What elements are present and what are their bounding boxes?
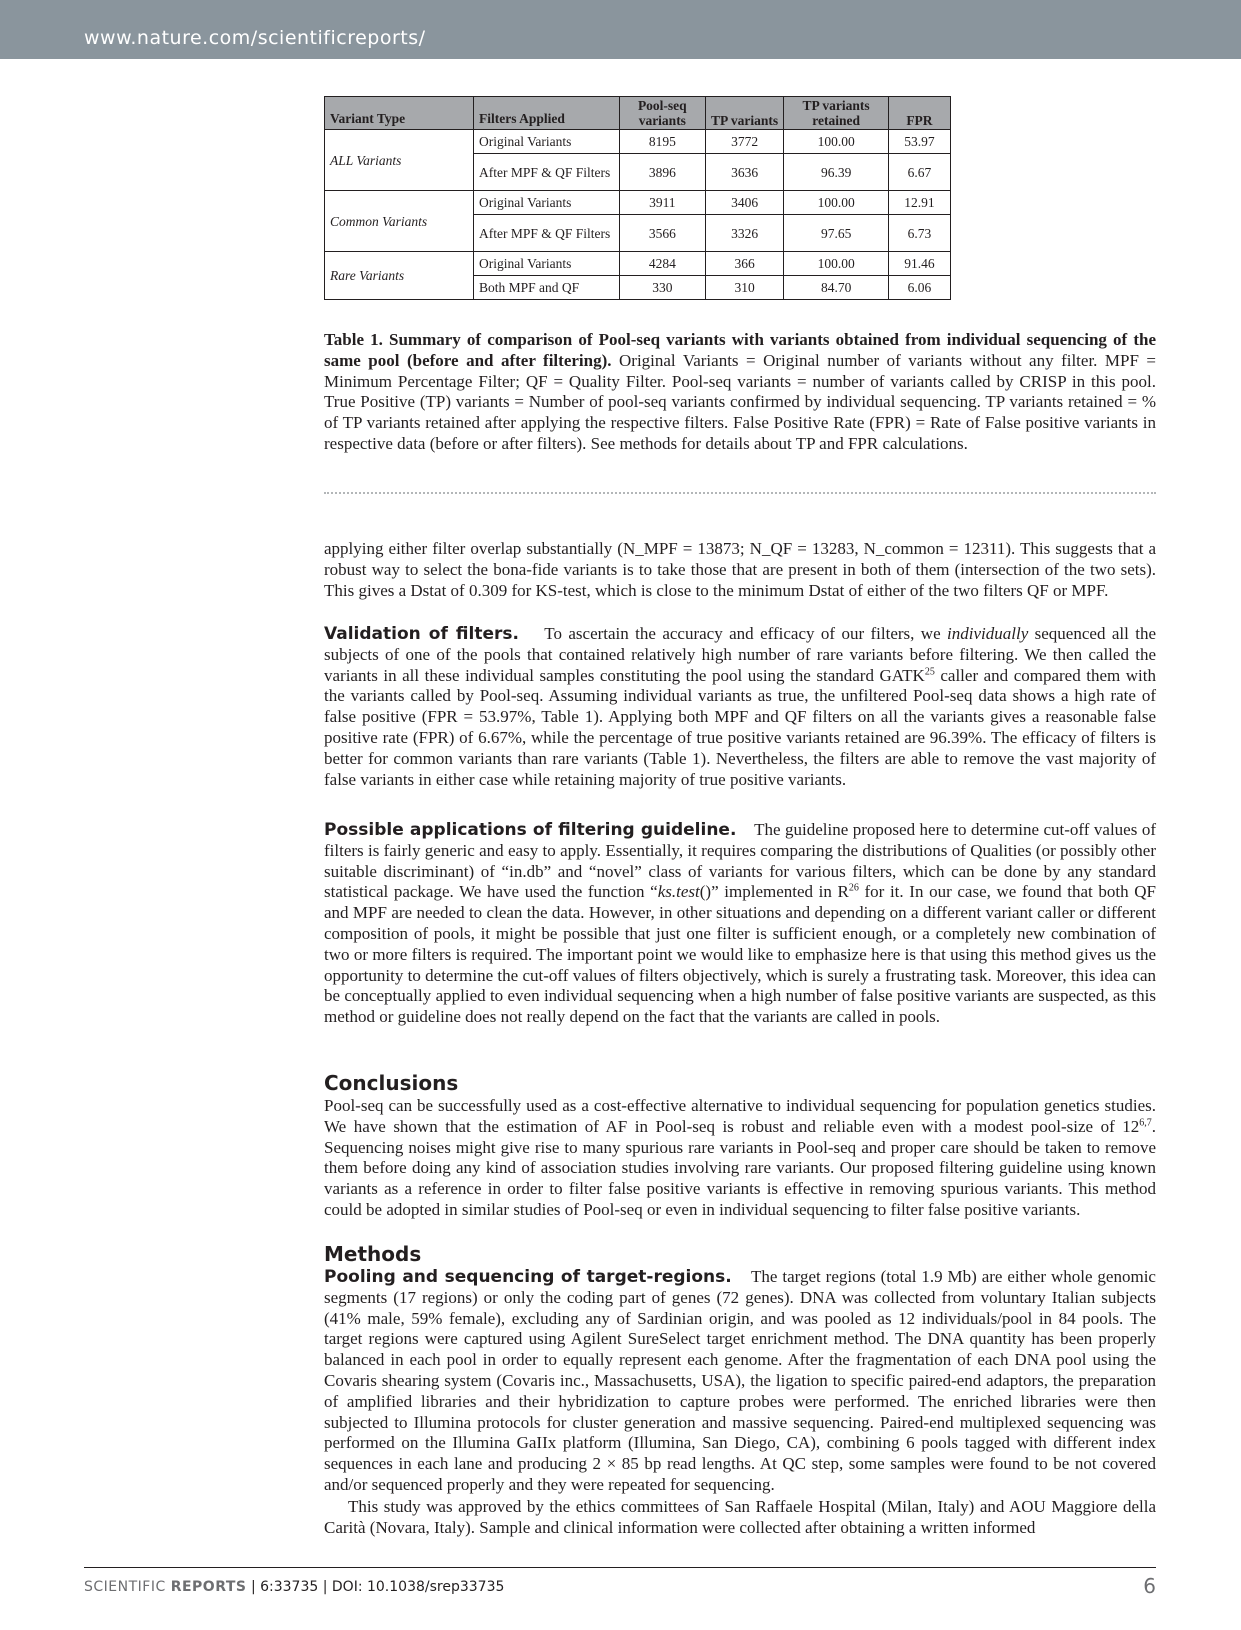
dotted-separator	[324, 492, 1156, 494]
value-cell: 366	[705, 252, 784, 276]
filter-cell: After MPF & QF Filters	[473, 154, 619, 191]
header-url: www.nature.com/scientificreports/	[84, 27, 426, 49]
results-table	[324, 96, 951, 300]
validation-text: sequenced all the subjects of one of the pools that contained relatively high number of rare variants before filtering. We then called the variants in all these individual samples constituting the pool using the standard GATK	[324, 624, 1156, 685]
conclusions-paragraph	[324, 1096, 1156, 1221]
reference-superscript: 6,7	[1139, 1117, 1152, 1129]
value-cell: 97.65	[784, 215, 889, 252]
caption-text: Original Variants = Original number of variants without any filter. MPF = Minimum Percentage Filter; QF = Quality Filter. Pool-seq variants = number of variants called by CRISP in this pool. True Positive (TP) variants = Number of pool-seq variants confirmed by individual sequencing. TP variants retained = % of TP variants retained after applying the respective filters. False Positive Rate (FPR) = Rate of False positive variants in respective data (before or after filters). See methods for details about TP and FPR calculations.	[324, 350, 1157, 453]
value-cell: 3896	[619, 154, 705, 191]
value-cell: 3772	[705, 130, 784, 154]
value-cell: 100.00	[784, 130, 889, 154]
journal-name-bold: REPORTS	[170, 1579, 247, 1595]
value-cell: 96.39	[784, 154, 889, 191]
value-cell: 6.06	[888, 276, 950, 300]
page-number: 6	[1143, 1574, 1156, 1598]
value-cell: 310	[705, 276, 784, 300]
value-cell: 6.73	[888, 215, 950, 252]
intro-paragraph: applying either filter overlap substantially (N_MPF = 13873; N_QF = 13283, N_common = 12311). This suggests that a robust way to select the bona-fide variants is to take those that are present in both of them (intersection of the two sets). This gives a Dstat of 0.309 for KS-test, which is close to the minimum Dstat of either of the two filters QF or MPF.	[324, 539, 1156, 600]
ethics-paragraph: This study was approved by the ethics committees of San Raffaele Hospital (Milan, Italy) and AOU Maggiore della Carità (Novara, Italy). Sample and clinical information were collected after obtaining a written informed	[324, 1497, 1156, 1537]
value-cell: 3326	[705, 215, 784, 252]
methods-heading: Methods	[324, 1242, 422, 1266]
value-cell: 3566	[619, 215, 705, 252]
table-row	[325, 130, 951, 154]
col-tp-retained: TP variants retained	[784, 97, 889, 130]
applications-emphasis: ks.test	[657, 882, 700, 902]
footer-rule	[84, 1567, 1156, 1568]
variant-type-cell: ALL Variants	[325, 130, 474, 191]
conclusions-text: . Sequencing noises might give rise to many spurious rare variants in Pool-seq and proper care should be taken to remove them before doing any kind of association studies involving rare variants. Our proposed filtering guideline using known variants as a reference in order to filter false positive variants is effective in removing spurious variants. This method could be adopted in similar studies of Pool-seq or even in individual sequencing to filter false positive variants.	[324, 1116, 1156, 1219]
table-row	[325, 191, 951, 215]
col-fpr: FPR	[888, 97, 950, 130]
variant-type-cell: Rare Variants	[325, 252, 474, 300]
table-caption	[324, 330, 1156, 455]
applications-paragraph	[324, 820, 1156, 1028]
filter-cell: Original Variants	[473, 252, 619, 276]
applications-text: ()” implemented in R	[699, 882, 849, 902]
filter-cell: After MPF & QF Filters	[473, 215, 619, 252]
value-cell: 4284	[619, 252, 705, 276]
header-bar	[0, 0, 1241, 59]
table-header-row	[325, 97, 951, 130]
value-cell: 53.97	[888, 130, 950, 154]
value-cell: 3636	[705, 154, 784, 191]
filter-cell: Original Variants	[473, 130, 619, 154]
col-poolseq-variants: Pool-seq variants	[619, 97, 705, 130]
validation-emphasis: individually	[947, 624, 1029, 643]
value-cell: 3406	[705, 191, 784, 215]
journal-name: SCIENTIFIC	[84, 1579, 171, 1595]
table-row	[325, 252, 951, 276]
conclusions-heading: Conclusions	[324, 1071, 459, 1095]
applications-text: The guideline proposed here to determine cut-off values of filters is fairly generic and easy to apply. Essentially, it requires comparing the distributions of Qualities (or possibly other suitable discriminant) of “in.db” and “novel” class of variants for various filters, which can be done by any standard statistical package. We have used the function “	[324, 820, 1156, 902]
value-cell: 8195	[619, 130, 705, 154]
validation-text: caller and compared them with the variants called by Pool-seq. Assuming individual variants as true, the unfiltered Pool-seq data shows a high rate of false positive (FPR = 53.97%, Table 1). Applying both MPF and QF filters on all the variants gives a reasonable false positive rate (FPR) of 6.67%, while the percentage of true positive variants retained are 96.39%. The efficacy of filters is better for common variants than rare variants (Table 1). Nevertheless, the filters are able to remove the vast majority of false variants in either case while retaining majority of true positive variants.	[324, 665, 1156, 789]
methods-text: The target regions (total 1.9 Mb) are either whole genomic segments (17 regions) or only the coding part of genes (72 genes). DNA was collected from voluntary Italian subjects (41% male, 59% female), excluding any of Sardinian origin, and was pooled as 12 individuals/pool in 84 pools. The target regions were captured using Agilent SureSelect target enrichment method. The DNA quantity has been properly balanced in each pool in order to equally represent each genome. After the fragmentation of each DNA pool using the Covaris shearing system (Covaris inc., Massachusetts, USA), the ligation to specific paired-end adaptors, the preparation of amplified libraries and their hybridization to capture probes were performed. The enriched libraries were then subjected to Illumina protocols for cluster generation and massive sequencing. Paired-end multiplexed sequencing was performed on the Illumina GaIIx platform (Illumina, San Diego, CA), combining 6 pools tagged with different index sequences in each lane and producing 2 × 85 bp read lengths. At QC step, some samples were found to be not covered and/or sequenced properly and they were repeated for sequencing.	[324, 1267, 1156, 1494]
caption-label: Table 1.	[324, 330, 390, 349]
methods-subheading: Pooling and sequencing of target-regions.	[324, 1267, 732, 1287]
value-cell: 84.70	[784, 276, 889, 300]
value-cell: 3911	[619, 191, 705, 215]
filter-cell: Original Variants	[473, 191, 619, 215]
caption-title: Summary of comparison of Pool-seq variants with variants obtained from individual sequencing of the same pool (before and after filtering).	[324, 330, 1156, 370]
methods-paragraph	[324, 1267, 1156, 1496]
value-cell: 100.00	[784, 252, 889, 276]
validation-text: To ascertain the accuracy and efficacy of our filters, we	[544, 624, 948, 643]
value-cell: 6.67	[888, 154, 950, 191]
col-variant-type: Variant Type	[325, 97, 474, 130]
validation-paragraph	[324, 624, 1156, 790]
value-cell: 100.00	[784, 191, 889, 215]
col-filters-applied: Filters Applied	[473, 97, 619, 130]
value-cell: 91.46	[888, 252, 950, 276]
doi-citation: | 6:33735 | DOI: 10.1038/srep33735	[246, 1579, 505, 1595]
col-tp-variants: TP variants	[705, 97, 784, 130]
filter-cell: Both MPF and QF	[473, 276, 619, 300]
footer-citation	[84, 1579, 504, 1595]
reference-superscript: 25	[924, 665, 935, 677]
applications-heading: Possible applications of filtering guideline.	[324, 820, 737, 840]
value-cell: 12.91	[888, 191, 950, 215]
applications-text: for it. In our case, we found that both QF and MPF are needed to clean the data. However, in other situations and depending on a different variant caller or different composition of pools, it might be possible that just one filter is sufficient enough, or a completely new combination of two or more filters is required. The important point we would like to emphasize here is that using this method gives us the opportunity to determine the cut-off values of filters objectively, which is surely a frustrating task. Moreover, this idea can be conceptually applied to even individual sequencing when a high number of false positive variants are suspected, as this method or guideline does not really depend on the fact that the variants are called in pools.	[324, 882, 1156, 1027]
reference-superscript: 26	[848, 882, 859, 894]
conclusions-text: Pool-seq can be successfully used as a cost-effective alternative to individual sequencing for population genetics studies. We have shown that the estimation of AF in Pool-seq is robust and reliable even with a modest pool-size of 12	[324, 1096, 1156, 1136]
value-cell: 330	[619, 276, 705, 300]
validation-heading: Validation of filters.	[324, 624, 519, 644]
variant-type-cell: Common Variants	[325, 191, 474, 252]
